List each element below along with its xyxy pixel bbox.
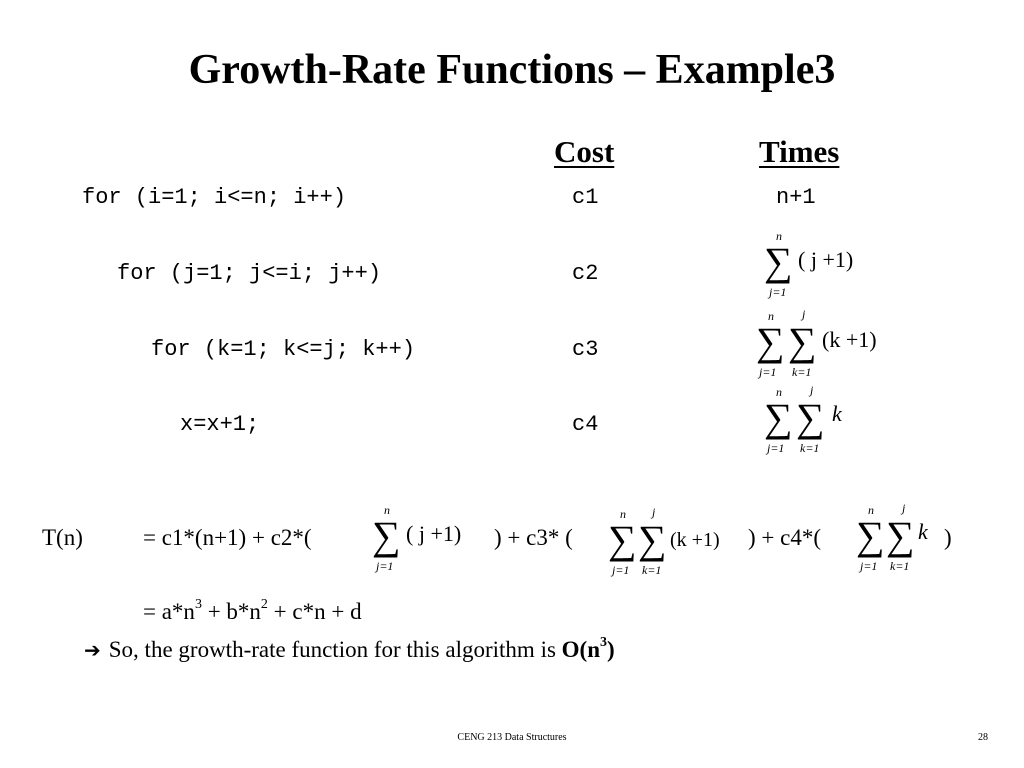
sum-upper-limit: n — [384, 503, 390, 517]
times-column-header: Times — [759, 134, 840, 169]
sigma-symbol: ∑ — [886, 513, 915, 558]
equation-part-1: = c1*(n+1) + c2*( — [143, 525, 312, 550]
inner-sum-lower-limit: k=1 — [792, 365, 812, 379]
times-n-plus-1: n+1 — [776, 185, 816, 210]
equation-sum-j-plus-1 — [372, 502, 482, 574]
sum-term: ( j +1) — [406, 521, 462, 546]
equation-result — [143, 598, 362, 626]
cost-c2: c2 — [572, 261, 599, 286]
result-exponent-2: 2 — [260, 597, 268, 613]
code-line-inner-loop: for (k=1; k<=j; k++) — [151, 337, 416, 362]
sum-term: (k +1) — [822, 327, 877, 352]
cost-c4: c4 — [572, 412, 599, 437]
equation-double-sum-k-plus-1 — [608, 506, 748, 578]
sigma-symbol: ∑ — [796, 395, 825, 440]
conclusion-line — [84, 636, 615, 664]
outer-sum-lower-limit: j=1 — [860, 559, 878, 573]
equation-part-2: ) + c3* ( — [494, 525, 573, 550]
outer-sum-upper-limit: n — [768, 309, 774, 323]
result-suffix: + c*n + d — [267, 599, 362, 624]
inner-sum-upper-limit: j — [652, 505, 656, 519]
big-o-suffix: ) — [607, 637, 615, 662]
sigma-symbol: ∑ — [756, 319, 785, 364]
result-exponent-3: 3 — [194, 597, 202, 613]
inner-sum-upper-limit: j — [810, 383, 814, 397]
cost-c3: c3 — [572, 337, 599, 362]
inner-sum-upper-limit: j — [802, 307, 806, 321]
equation-part-3: ) + c4*( — [748, 525, 821, 550]
code-line-outer-loop: for (i=1; i<=n; i++) — [82, 185, 347, 210]
times-sum-j-plus-1 — [760, 228, 880, 298]
outer-sum-upper-limit: n — [620, 507, 626, 521]
inner-sum-lower-limit: k=1 — [890, 559, 910, 573]
big-o-result — [562, 637, 615, 662]
outer-sum-lower-limit: j=1 — [759, 365, 777, 379]
times-double-sum-k — [760, 384, 870, 456]
outer-sum-upper-limit: n — [868, 503, 874, 517]
code-line-body: x=x+1; — [180, 412, 260, 437]
big-o-exponent: 3 — [600, 635, 608, 651]
slide-title: Growth-Rate Functions – Example3 — [188, 47, 836, 93]
outer-sum-lower-limit: j=1 — [612, 563, 630, 577]
sum-lower-limit: j=1 — [376, 559, 394, 573]
result-prefix: = a*n — [143, 599, 195, 624]
sum-upper-limit: n — [776, 229, 782, 243]
sum-term: k — [832, 401, 842, 426]
footer-course: CENG 213 Data Structures — [457, 732, 567, 743]
cost-c1: c1 — [572, 185, 599, 210]
sigma-symbol: ∑ — [764, 239, 793, 284]
sum-lower-limit: j=1 — [769, 285, 787, 299]
sigma-symbol: ∑ — [608, 517, 637, 562]
arrow-icon: ➔ — [84, 638, 101, 662]
equation-part-4: ) — [944, 525, 952, 550]
sum-term: (k +1) — [670, 529, 720, 551]
outer-sum-upper-limit: n — [776, 385, 782, 399]
times-double-sum-k-plus-1 — [752, 308, 902, 380]
sigma-symbol: ∑ — [856, 513, 885, 558]
conclusion-text: So, the growth-rate function for this algorithm is — [108, 637, 562, 662]
equation-double-sum-k — [856, 502, 946, 574]
sigma-symbol: ∑ — [788, 319, 817, 364]
sigma-symbol: ∑ — [764, 395, 793, 440]
sigma-symbol: ∑ — [372, 513, 401, 558]
sum-term: k — [918, 519, 928, 544]
code-line-middle-loop: for (j=1; j<=i; j++) — [117, 261, 382, 286]
cost-column-header: Cost — [554, 134, 615, 169]
big-o-prefix: O(n — [561, 637, 601, 662]
outer-sum-lower-limit: j=1 — [767, 441, 785, 455]
equation-lhs: T(n) — [42, 525, 83, 550]
result-middle: + b*n — [201, 599, 261, 624]
inner-sum-upper-limit: j — [902, 501, 906, 515]
footer-page-number: 28 — [978, 732, 988, 743]
sigma-symbol: ∑ — [638, 517, 667, 562]
sum-term: ( j +1) — [798, 247, 854, 272]
inner-sum-lower-limit: k=1 — [800, 441, 820, 455]
inner-sum-lower-limit: k=1 — [642, 563, 662, 577]
